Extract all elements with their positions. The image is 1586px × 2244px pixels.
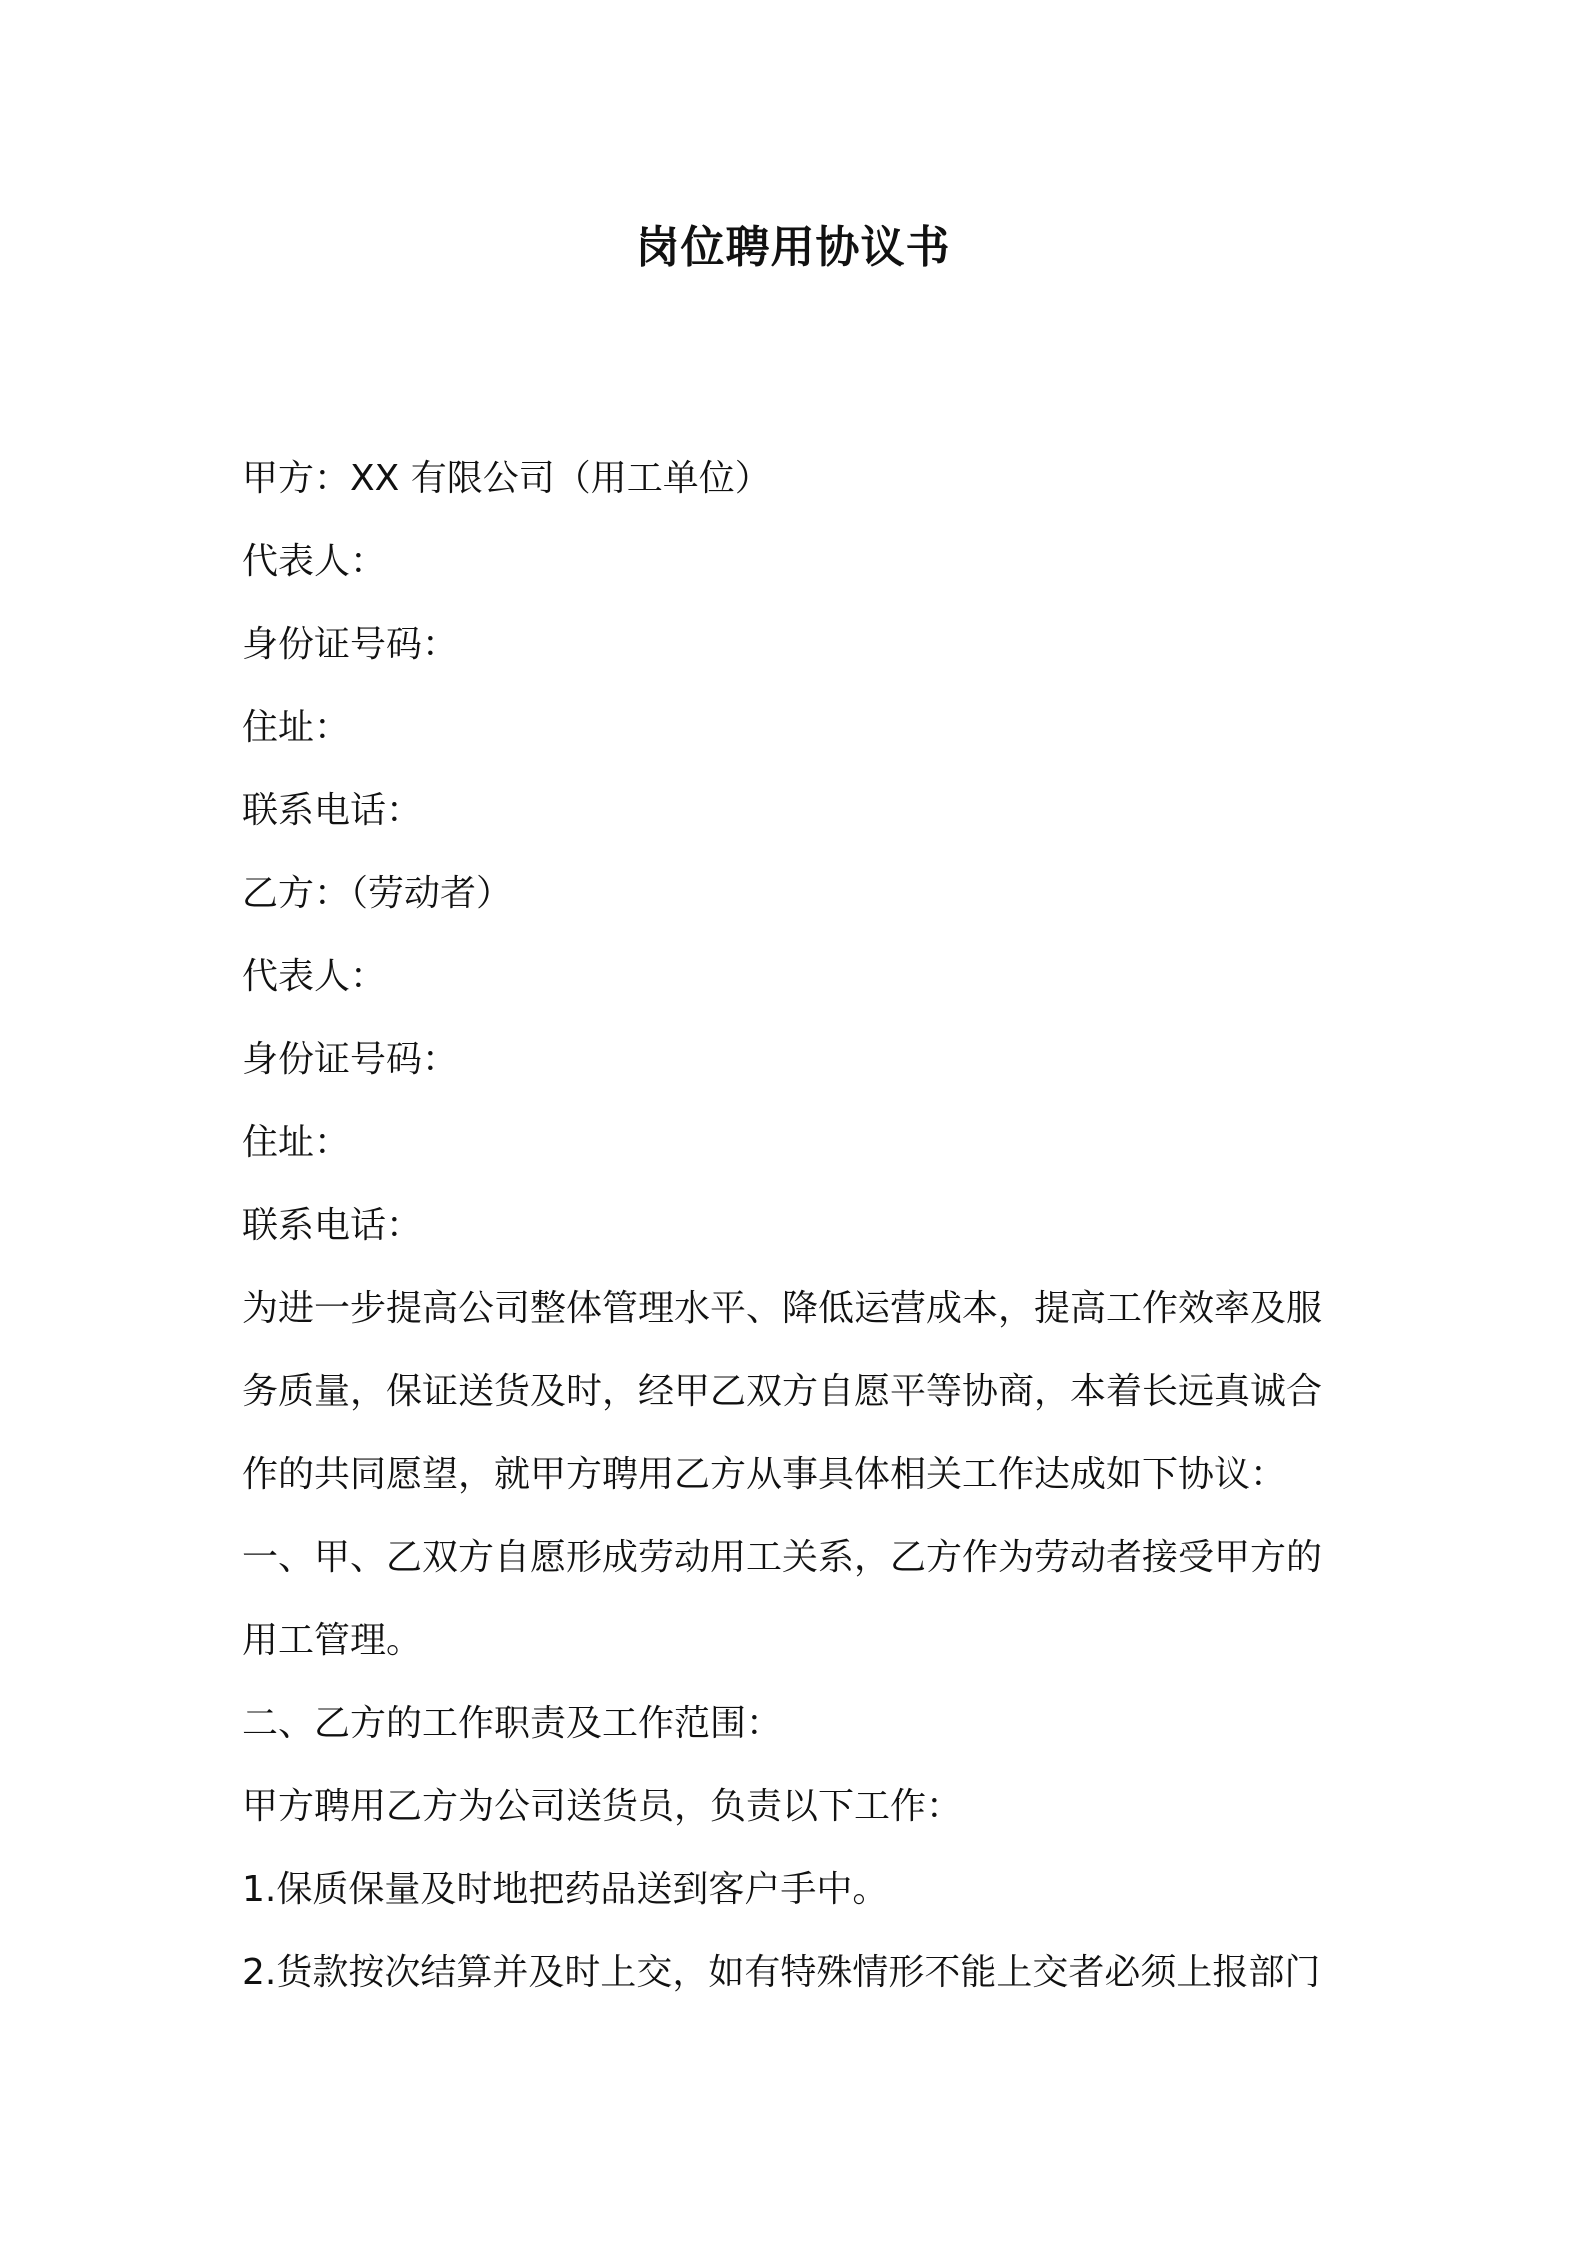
party-a-label: 甲方：XX 有限公司（用工单位） <box>242 458 771 499</box>
document-title: 岗位聘用协议书 <box>635 222 951 273</box>
party-b-label: 乙方：（劳动者） <box>242 873 513 914</box>
party-b-id-number: 身份证号码： <box>242 1039 459 1080</box>
preamble-line: 为进一步提高公司整体管理水平、降低运营成本，提高工作效率及服 <box>242 1288 1323 1329</box>
party-b-representative: 代表人： <box>242 956 387 997</box>
party-a-phone: 联系电话： <box>242 790 423 831</box>
clause-1-line: 一、甲、乙双方自愿形成劳动用工关系，乙方作为劳动者接受甲方的 <box>242 1537 1323 1578</box>
duty-item: 1.保质保量及时地把药品送到客户手中。 <box>242 1869 889 1910</box>
clause-2-intro: 甲方聘用乙方为公司送货员，负责以下工作： <box>242 1786 963 1827</box>
duty-item: 2.货款按次结算并及时上交，如有特殊情形不能上交者必须上报部门 <box>242 1952 1321 1993</box>
party-a-address: 住址： <box>242 707 351 748</box>
preamble-line: 作的共同愿望，就甲方聘用乙方从事具体相关工作达成如下协议： <box>242 1454 1287 1495</box>
clause-2-heading: 二、乙方的工作职责及工作范围： <box>242 1703 783 1744</box>
preamble-line: 务质量，保证送货及时，经甲乙双方自愿平等协商，本着长远真诚合 <box>242 1371 1323 1412</box>
party-a-id-number: 身份证号码： <box>242 624 459 665</box>
clause-1-line: 用工管理。 <box>242 1620 423 1661</box>
party-b-phone: 联系电话： <box>242 1205 423 1246</box>
party-b-address: 住址： <box>242 1122 351 1163</box>
party-a-representative: 代表人： <box>242 541 387 582</box>
